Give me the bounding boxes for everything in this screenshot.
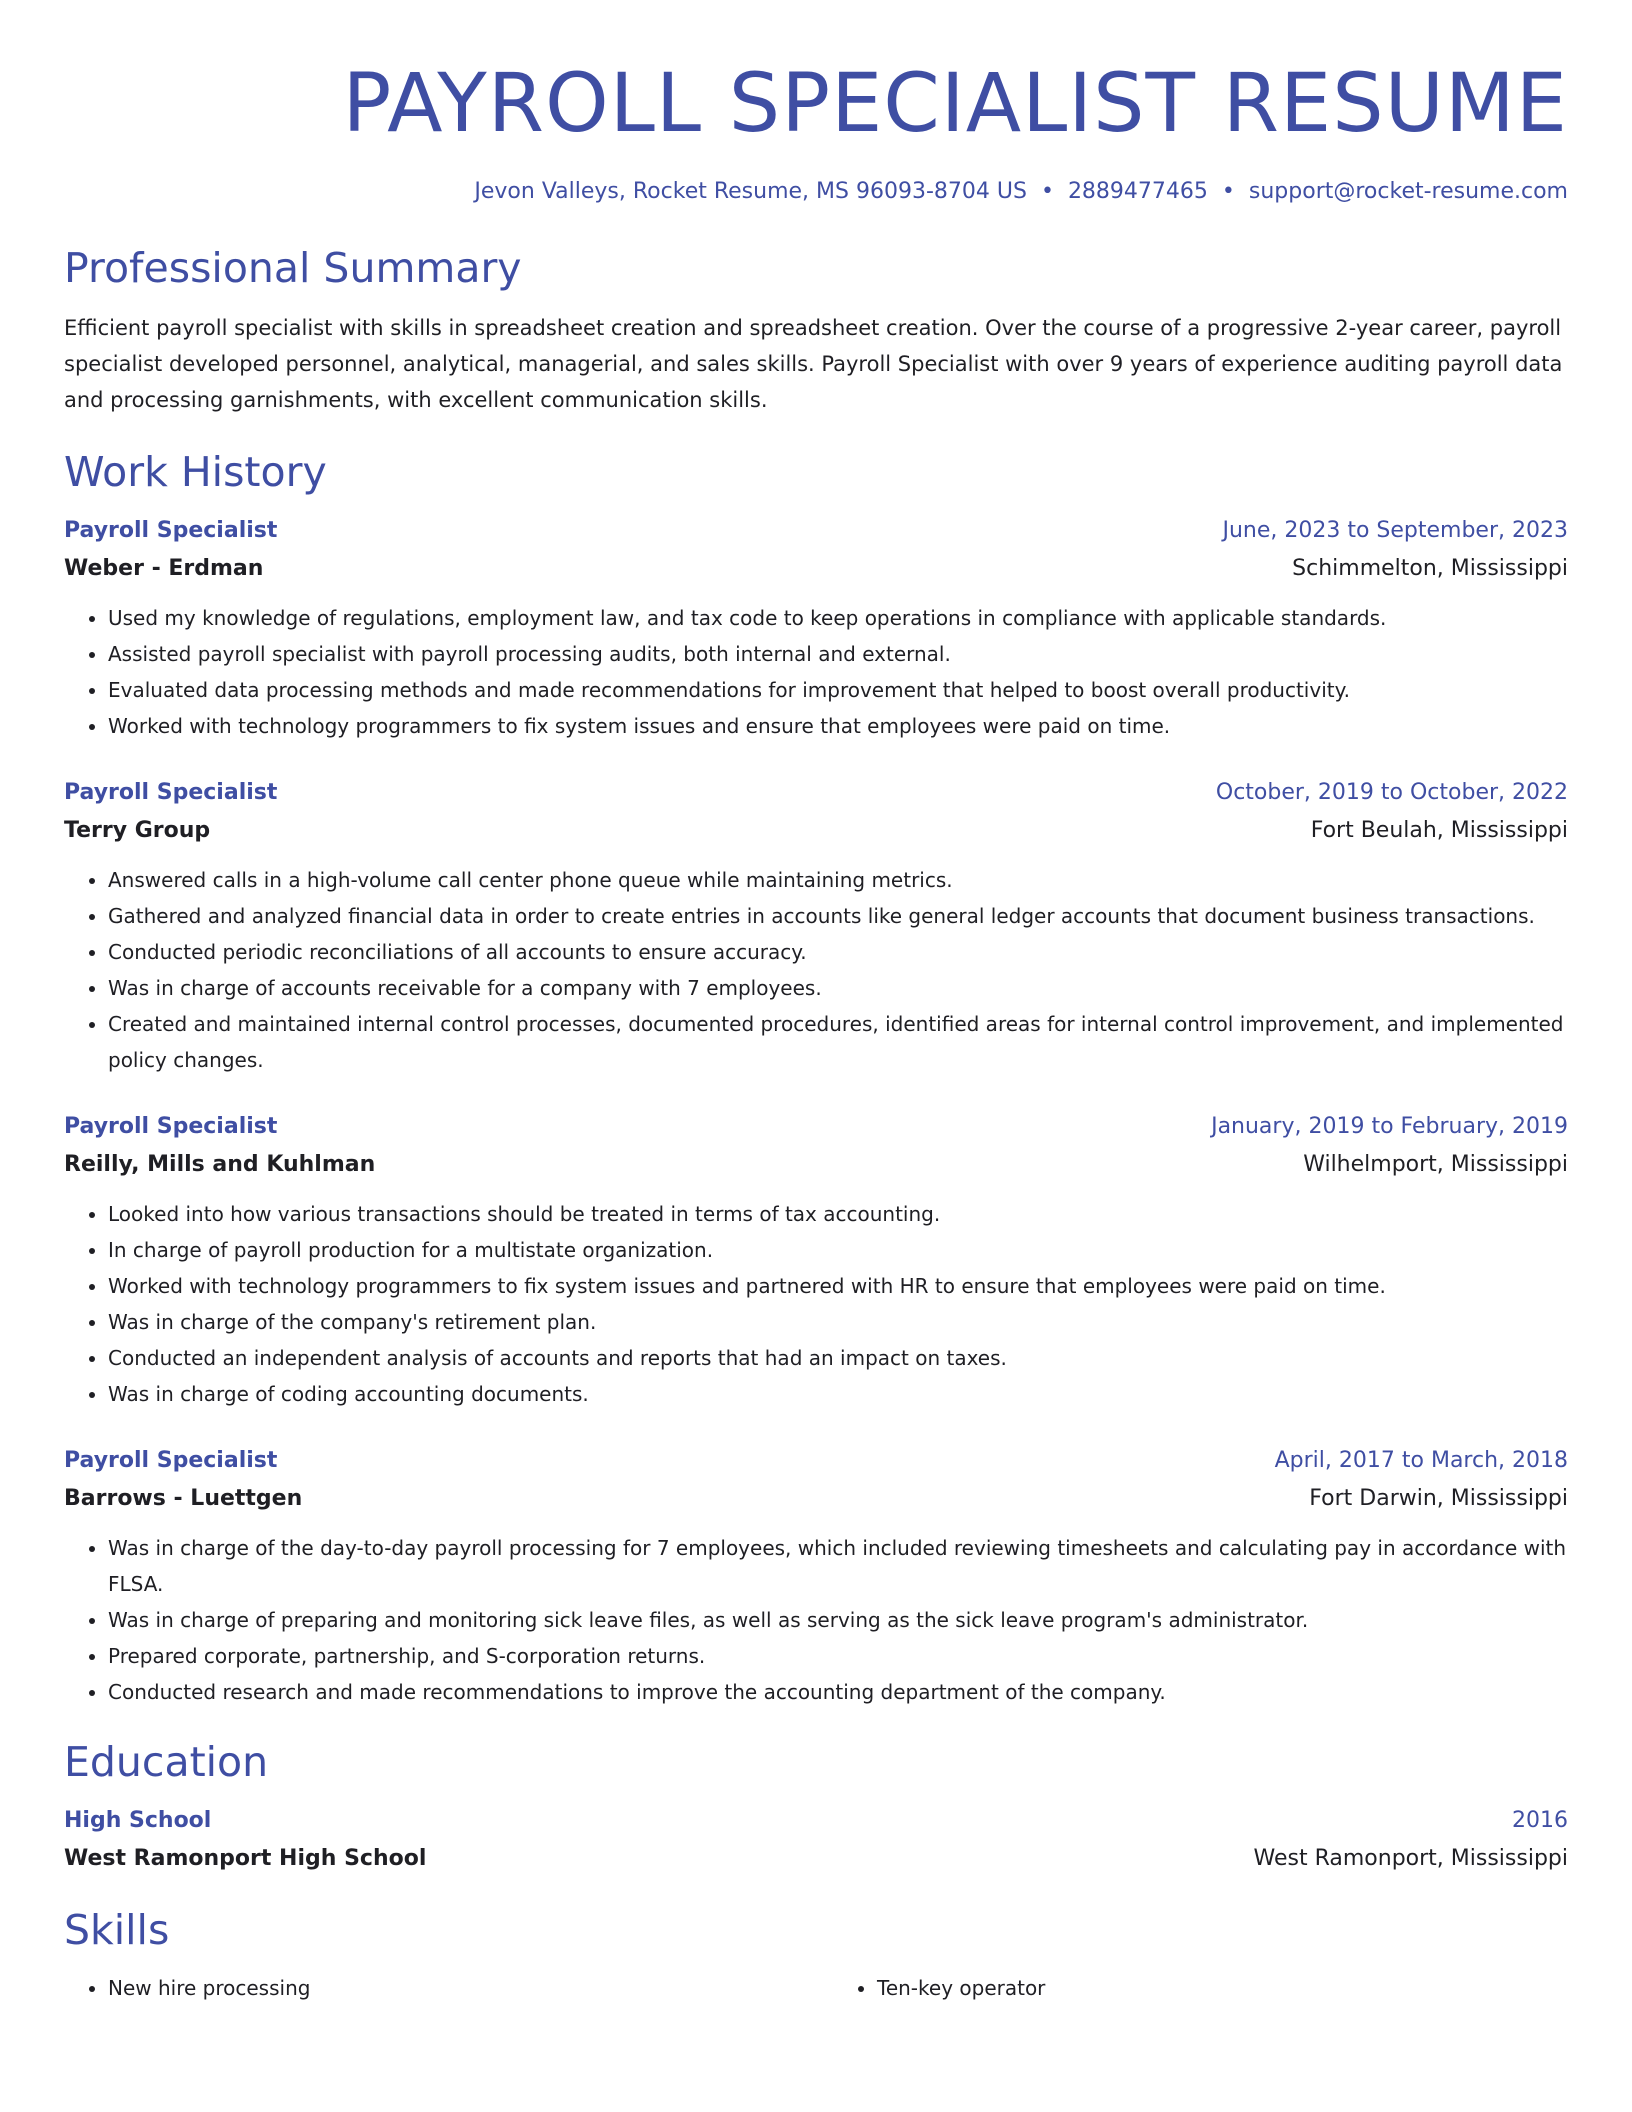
job-location: Fort Beulah, Mississippi bbox=[1310, 818, 1568, 843]
job-bullet: • Was in charge of coding accounting documents. bbox=[108, 1376, 1568, 1412]
summary-text: Efficient payroll specialist with skills in spreadsheet creation and spreadsheet creation. Over the course of a progressive 2-year career, payroll specialist developed personnel, analytical, managerial, and sales skills. Payroll Specialist with over 9 years of experience auditing payroll data and processing garnishments, with excellent communication skills. bbox=[64, 316, 1563, 412]
job-bullet: • Was in charge of the day-to-day payroll processing for 7 employees, which included reviewing timesheets and calculating pay in accordance with FLSA. bbox=[108, 1530, 1568, 1602]
contact-line bbox=[64, 178, 1568, 206]
job-company: Weber - Erdman bbox=[64, 556, 264, 581]
job-title: Payroll Specialist bbox=[64, 780, 278, 805]
job-bullets bbox=[64, 862, 1568, 1078]
job-dates: June, 2023 to September, 2023 bbox=[1222, 518, 1568, 543]
job-title: Payroll Specialist bbox=[64, 1114, 278, 1139]
job-location: Wilhelmport, Mississippi bbox=[1303, 1152, 1568, 1177]
education-degree: High School bbox=[64, 1808, 212, 1833]
summary-heading: Professional Summary bbox=[64, 244, 522, 292]
job-bullet: • Was in charge of preparing and monitoring sick leave files, as well as serving as the sick leave program's administrator. bbox=[108, 1602, 1568, 1638]
skill-item: • New hire processing bbox=[108, 1970, 799, 2006]
job-location: Fort Darwin, Mississippi bbox=[1309, 1486, 1568, 1511]
skill-item: • Ten-key operator bbox=[877, 1970, 1568, 2006]
job-title: Payroll Specialist bbox=[64, 1448, 278, 1473]
job-location: Schimmelton, Mississippi bbox=[1292, 556, 1568, 581]
job-entry bbox=[64, 1446, 1568, 1710]
contact-phone: 2889477465 bbox=[1067, 179, 1208, 204]
contact-separator: • bbox=[1221, 179, 1235, 204]
contact-separator: • bbox=[1040, 179, 1054, 204]
skills-heading: Skills bbox=[64, 1906, 170, 1954]
job-bullet: • Conducted research and made recommendations to improve the accounting department of the company. bbox=[108, 1674, 1568, 1710]
work-history-heading: Work History bbox=[64, 448, 327, 496]
job-entry bbox=[64, 516, 1568, 744]
job-bullet: • Used my knowledge of regulations, employment law, and tax code to keep operations in compliance with applicable standards. bbox=[108, 600, 1568, 636]
resume-title: PAYROLL SPECIALIST RESUME bbox=[342, 57, 1568, 151]
job-title: Payroll Specialist bbox=[64, 518, 278, 543]
job-bullet: • Was in charge of the company's retirement plan. bbox=[108, 1304, 1568, 1340]
job-bullet: • Prepared corporate, partnership, and S-corporation returns. bbox=[108, 1638, 1568, 1674]
job-bullet: • Gathered and analyzed financial data in order to create entries in accounts like general ledger accounts that document business transactions. bbox=[108, 898, 1568, 934]
skills-column-right bbox=[799, 1970, 1568, 2006]
job-bullet: • Created and maintained internal control processes, documented procedures, identified areas for internal control improvement, and implemented policy changes. bbox=[108, 1006, 1568, 1078]
job-bullet: • Assisted payroll specialist with payroll processing audits, both internal and external. bbox=[108, 636, 1568, 672]
job-entry bbox=[64, 1112, 1568, 1412]
job-bullet: • Was in charge of accounts receivable for a company with 7 employees. bbox=[108, 970, 1568, 1006]
job-dates: April, 2017 to March, 2018 bbox=[1274, 1448, 1568, 1473]
contact-email[interactable]: support@rocket-resume.com bbox=[1248, 179, 1568, 204]
job-bullet: • Evaluated data processing methods and made recommendations for improvement that helped to boost overall productivity. bbox=[108, 672, 1568, 708]
job-bullet: • Looked into how various transactions should be treated in terms of tax accounting. bbox=[108, 1196, 1568, 1232]
education-entry bbox=[64, 1806, 1568, 1874]
job-bullets bbox=[64, 600, 1568, 744]
education-location: West Ramonport, Mississippi bbox=[1253, 1846, 1568, 1871]
job-dates: January, 2019 to February, 2019 bbox=[1211, 1114, 1568, 1139]
job-bullets bbox=[64, 1196, 1568, 1412]
job-bullet: • In charge of payroll production for a multistate organization. bbox=[108, 1232, 1568, 1268]
job-dates: October, 2019 to October, 2022 bbox=[1215, 780, 1568, 805]
contact-address: Jevon Valleys, Rocket Resume, MS 96093-8704 US bbox=[474, 179, 1027, 204]
job-bullet: • Answered calls in a high-volume call center phone queue while maintaining metrics. bbox=[108, 862, 1568, 898]
job-bullet: • Worked with technology programmers to fix system issues and partnered with HR to ensure that employees were paid on time. bbox=[108, 1268, 1568, 1304]
skills-list bbox=[64, 1970, 1568, 2006]
skills-column-left bbox=[64, 1970, 799, 2006]
job-bullet: • Conducted periodic reconciliations of all accounts to ensure accuracy. bbox=[108, 934, 1568, 970]
job-entry bbox=[64, 778, 1568, 1078]
job-company: Reilly, Mills and Kuhlman bbox=[64, 1152, 376, 1177]
education-school: West Ramonport High School bbox=[64, 1846, 427, 1871]
job-company: Barrows - Luettgen bbox=[64, 1486, 303, 1511]
job-bullet: • Worked with technology programmers to fix system issues and ensure that employees were paid on time. bbox=[108, 708, 1568, 744]
job-bullet: • Conducted an independent analysis of accounts and reports that had an impact on taxes. bbox=[108, 1340, 1568, 1376]
resume-page bbox=[64, 0, 1568, 2006]
job-company: Terry Group bbox=[64, 818, 211, 843]
job-bullets bbox=[64, 1530, 1568, 1710]
education-heading: Education bbox=[64, 1738, 269, 1786]
education-year: 2016 bbox=[1512, 1808, 1568, 1833]
